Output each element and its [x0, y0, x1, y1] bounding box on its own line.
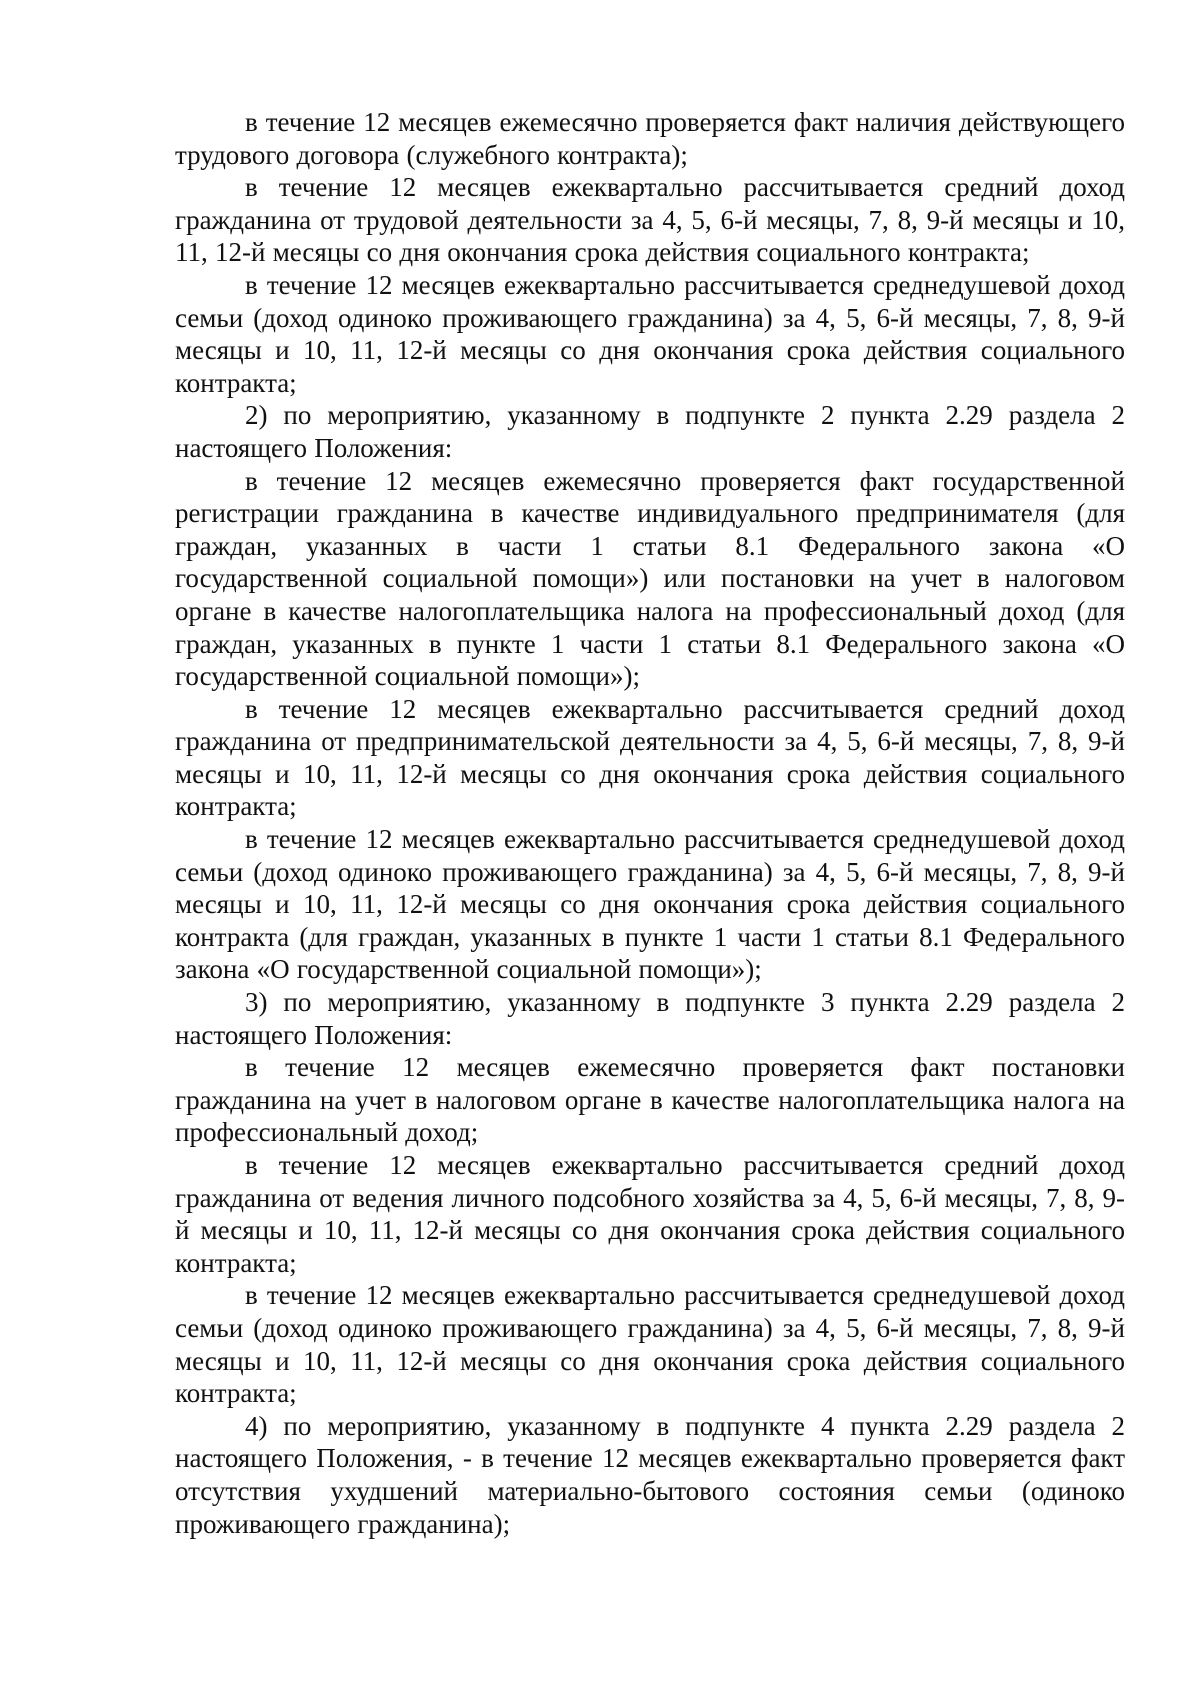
- paragraph-item-2-heading: 2) по мероприятию, указанному в подпункте 2 пункта 2.29 раздела 2 настоящего Положения:: [175, 400, 1125, 463]
- document-page: [175, 106, 1125, 1540]
- paragraph-household-income-calculation: в течение 12 месяцев ежеквартально рассчитывается средний доход гражданина от ведения личного подсобного хозяйства за 4, 5, 6-й месяцы, 7, 8, 9-й месяцы и 10, 11, 12-й месяцы со дня окончания срока действия социального контракта;: [175, 1150, 1125, 1278]
- paragraph-family-income-calculation-1: в течение 12 месяцев ежеквартально рассчитывается среднедушевой доход семьи (доход одиноко проживающего гражданина) за 4, 5, 6-й месяцы, 7, 8, 9-й месяцы и 10, 11, 12-й месяцы со дня окончания срока действия социального контракта;: [175, 269, 1125, 398]
- paragraph-labor-income-calculation: в течение 12 месяцев ежеквартально рассчитывается средний доход гражданина от трудовой деятельности за 4, 5, 6-й месяцы, 7, 8, 9-й месяцы и 10, 11, 12-й месяцы со дня окончания срока действия социального контракта;: [175, 172, 1125, 268]
- paragraph-entrepreneur-registration-check: в течение 12 месяцев ежемесячно проверяется факт государственной регистрации гражданина в качестве индивидуального предпринимателя (для граждан, указанных в части 1 статьи 8.1 Федерального закона «О государственной социальной помощи») или постановки на учет в налоговом органе в качестве налогоплательщика налога на профессиональный доход (для граждан, указанных в пункте 1 части 1 статьи 8.1 Федерального закона «О государственной социальной помощи»);: [175, 465, 1125, 692]
- paragraph-item-3-heading: 3) по мероприятию, указанному в подпункте 3 пункта 2.29 раздела 2 настоящего Положения:: [175, 987, 1125, 1050]
- paragraph-family-income-calculation-2: в течение 12 месяцев ежеквартально рассчитывается среднедушевой доход семьи (доход одиноко проживающего гражданина) за 4, 5, 6-й месяцы, 7, 8, 9-й месяцы и 10, 11, 12-й месяцы со дня окончания срока действия социального контракта (для граждан, указанных в пункте 1 части 1 статьи 8.1 Федерального закона «О государственной социальной помощи»);: [175, 824, 1125, 985]
- paragraph-family-income-calculation-3: в течение 12 месяцев ежеквартально рассчитывается среднедушевой доход семьи (доход одиноко проживающего гражданина) за 4, 5, 6-й месяцы, 7, 8, 9-й месяцы и 10, 11, 12-й месяцы со дня окончания срока действия социального контракта;: [175, 1280, 1125, 1409]
- paragraph-tax-registration-check: в течение 12 месяцев ежемесячно проверяется факт постановки гражданина на учет в налоговом органе в качестве налогоплательщика налога на профессиональный доход;: [175, 1052, 1125, 1148]
- paragraph-item-4-heading: 4) по мероприятию, указанному в подпункте 4 пункта 2.29 раздела 2 настоящего Положения, - в течение 12 месяцев ежеквартально проверяется факт отсутствия ухудшений материально-бытового состояния семьи (одиноко проживающего гражданина);: [175, 1410, 1125, 1539]
- paragraph-business-income-calculation: в течение 12 месяцев ежеквартально рассчитывается средний доход гражданина от предпринимательской деятельности за 4, 5, 6-й месяцы, 7, 8, 9-й месяцы и 10, 11, 12-й месяцы со дня окончания срока действия социального контракта;: [175, 693, 1125, 822]
- paragraph-employment-contract-check: в течение 12 месяцев ежемесячно проверяется факт наличия действующего трудового договора (служебного контракта);: [175, 107, 1125, 170]
